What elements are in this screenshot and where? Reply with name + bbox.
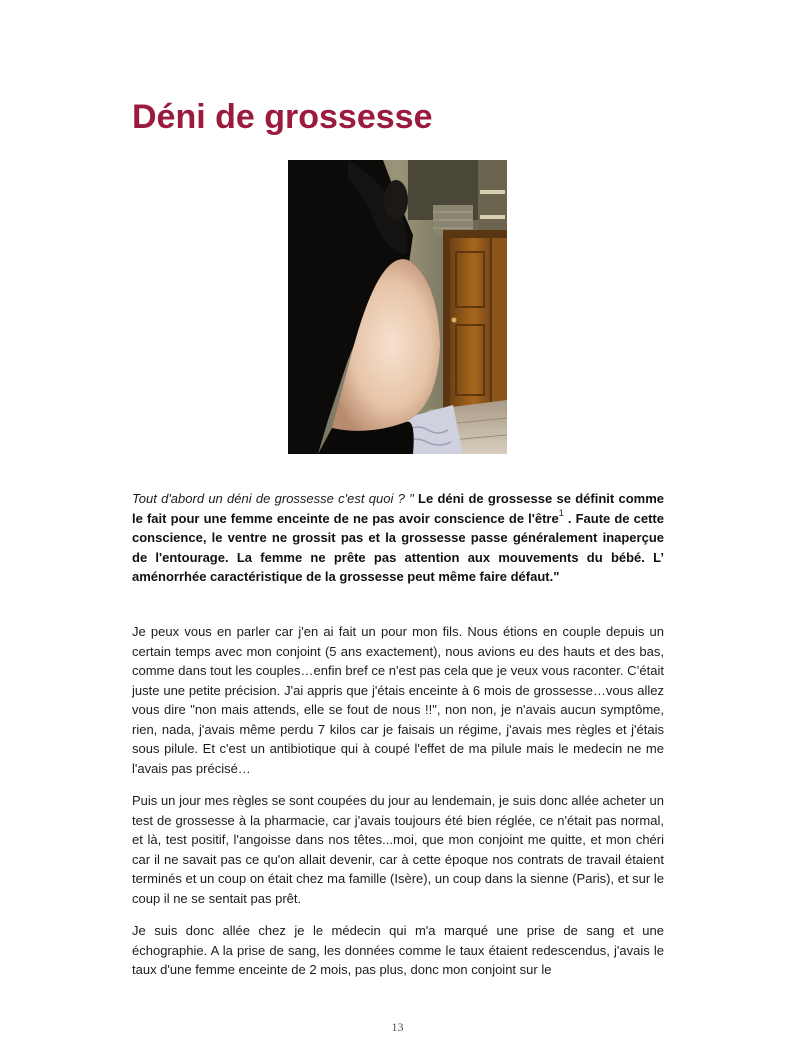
intro-definition-rest: . Faute de cette conscience, le ventre ne grossit pas et la grossesse passe généralement inaperçue de l'entourage. La femme ne prête pas attention aux mouvements du bébé. L’ aménorrhée caractéristique de la grossesse peut même faire défaut." xyxy=(132,510,664,584)
body-paragraph: Puis un jour mes règles se sont coupées du jour au lendemain, je suis donc allée acheter un test de grossesse à la pharmacie, car j'avais toujours été bien réglée, ce n'était pas normal, et là, test positif, l'angoisse dans nos têtes...moi, que mon conjoint me quitte, et mon chéri car il ne savait pas ce qu'on allait devenir, car à cette époque nos contrats de travail étaient terminés et un coup on était chez ma famille (Isère), un coup dans la sienne (Paris), et sur le coup il ne se sentait pas prêt. xyxy=(132,793,664,906)
footnote-ref[interactable]: 1 xyxy=(558,508,564,519)
page-title: Déni de grossesse xyxy=(132,98,433,136)
intro-paragraph xyxy=(132,489,664,587)
body-paragraph: Je peux vous en parler car j'en ai fait un pour mon fils. Nous étions en couple depuis un certain temps avec mon conjoint (5 ans exactement), nous avions eu des hauts et des bas, comme dans tout les couples…enfin bref ce n'est pas cela que je veux vous raconter. C’était juste une petite précision. J'ai appris que j'étais enceinte à 6 mois de grossesse…vous allez vous dire "non mais attends, elle se fout de nous !!", non non, je n'avais aucun symptôme, rien, nada, j'avais même perdu 7 kilos car je faisais un régime, j'avais mes règles et j'étais sous pilule. Et c'est un antibiotique qui à coupé l'effet de ma pilule mais le medecin ne me l'avais pas précisé… xyxy=(132,624,664,776)
page-number: 13 xyxy=(391,1020,404,1034)
body-paragraph: Je suis donc allée chez je le médecin qui m'a marqué une prise de sang et une échographie. A la prise de sang, les données comme le taux étaient redescendus, j'avais le taux d'une femme enceinte de 2 mois, pas plus, donc mon conjoint sur le xyxy=(132,923,664,977)
intro-definition: Le déni de grossesse se définit comme le fait pour une femme enceinte de ne pas avoir conscience de l'être xyxy=(132,491,664,526)
intro-question: Tout d'abord un déni de grossesse c'est quoi ? " xyxy=(132,491,418,506)
pregnant-belly-photo xyxy=(288,160,507,454)
